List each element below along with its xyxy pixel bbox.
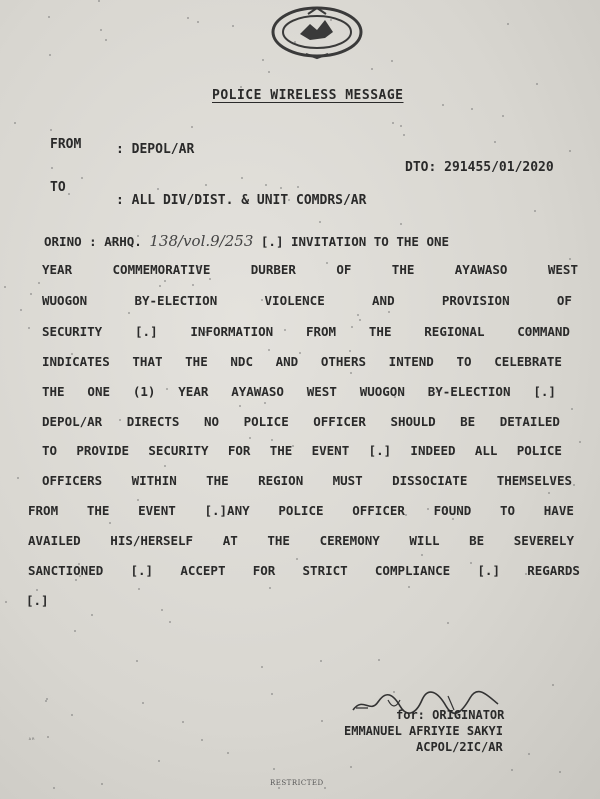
body-line	[42, 354, 562, 369]
signature-for-line: for: ORIGINATOR	[396, 708, 505, 722]
paper-speck	[511, 769, 513, 771]
paper-speck	[4, 286, 6, 288]
body-word: ONE	[87, 384, 110, 399]
paper-speck	[30, 293, 32, 295]
page-title: POLICE WIRELESS MESSAGE	[212, 88, 404, 103]
paper-speck	[502, 115, 504, 117]
paper-speck	[91, 614, 93, 616]
paper-speck	[205, 184, 207, 186]
body-word: WEST	[547, 262, 578, 277]
paper-speck	[403, 134, 405, 136]
to-value: : ALL DIV/DIST. & UNIT COMDRS/AR	[116, 193, 367, 208]
body-word: BY-ELECTION	[427, 384, 511, 399]
body-word: SECURITY	[148, 443, 209, 458]
body-word: BY-ELECTION	[134, 293, 218, 308]
body-word: [.]	[533, 384, 556, 399]
paper-speck	[388, 311, 390, 313]
body-word: CEREMONY	[319, 533, 380, 548]
body-line	[42, 384, 556, 399]
paper-speck	[28, 327, 30, 329]
body-word: (1)	[132, 384, 156, 399]
paper-speck	[378, 659, 380, 661]
paper-speck	[400, 125, 402, 127]
signatory-rank: ACPOL/2IC/AR	[416, 740, 503, 754]
body-word: DETAILED	[499, 414, 560, 429]
body-word: FOR	[227, 443, 251, 458]
body-word: ALL	[474, 443, 498, 458]
from-value: : DEPOL/AR	[116, 142, 195, 157]
body-word: EVENT	[138, 503, 176, 518]
paper-speck	[47, 736, 49, 738]
body-word: WILL	[409, 533, 440, 548]
paper-speck	[392, 122, 394, 124]
paper-speck	[359, 319, 361, 321]
body-word: THE	[86, 503, 110, 518]
paper-speck	[187, 17, 189, 19]
body-word: HAVE	[543, 503, 574, 518]
body-line	[26, 593, 66, 608]
body-word: HIS/HERSELF	[110, 533, 194, 548]
paper-speck	[142, 702, 144, 704]
body-word: EVENT	[311, 443, 350, 458]
body-word: OFFICER	[352, 503, 405, 518]
body-word: WITHIN	[131, 473, 177, 488]
paper-speck	[137, 499, 139, 501]
paper-speck	[51, 167, 53, 169]
paper-speck	[227, 752, 229, 754]
body-word: MUST	[332, 473, 363, 488]
body-word: THE	[42, 384, 65, 399]
paper-speck	[569, 150, 571, 152]
body-line	[28, 563, 580, 578]
paper-speck	[271, 693, 273, 695]
body-word: BE	[460, 414, 476, 429]
body-line	[28, 503, 574, 518]
body-word: THE	[206, 473, 229, 488]
paper-speck	[421, 554, 423, 556]
paper-speck	[201, 739, 203, 741]
body-word: INDICATES	[42, 354, 110, 369]
body-word: WEST	[306, 384, 337, 399]
orino-line	[44, 232, 449, 250]
body-word: FOR	[252, 563, 276, 578]
body-word: [.]ANY	[204, 503, 250, 518]
paper-speck	[49, 54, 51, 56]
orino-rest: [.] INVITATION TO THE ONE	[260, 234, 450, 249]
body-word: THE	[368, 324, 392, 339]
paper-speck	[297, 186, 299, 188]
paper-speck	[68, 193, 70, 195]
paper-speck	[169, 621, 171, 623]
body-word: REGION	[258, 473, 304, 488]
paper-speck	[261, 666, 263, 668]
body-word: VIOLENCE	[264, 293, 325, 308]
paper-speck	[158, 760, 160, 762]
paper-speck	[273, 768, 275, 770]
body-word: AND	[275, 354, 299, 369]
from-label: FROM	[50, 137, 82, 152]
paper-speck	[321, 720, 323, 722]
body-line	[28, 533, 574, 548]
body-word: REGIONAL	[424, 324, 485, 339]
body-word: DISSOCIATE	[392, 473, 468, 488]
paper-speck	[271, 439, 273, 441]
body-word: THE	[185, 354, 208, 369]
paper-speck	[571, 408, 573, 410]
body-word: [.]	[477, 563, 500, 578]
corner-mark: ᴬᴿ	[28, 737, 36, 744]
body-word: [.]	[368, 443, 392, 458]
body-word: AYAWASO	[454, 262, 508, 277]
paper-speck	[507, 23, 509, 25]
paper-speck	[350, 372, 352, 374]
paper-speck	[138, 588, 140, 590]
body-word: COMPLIANCE	[374, 563, 451, 578]
paper-speck	[14, 122, 16, 124]
paper-speck	[182, 721, 184, 723]
paper-speck	[48, 16, 50, 18]
paper-speck	[548, 492, 550, 494]
paper-speck	[192, 284, 194, 286]
paper-speck	[569, 258, 571, 260]
paper-speck	[136, 660, 138, 662]
body-word: THE	[391, 262, 415, 277]
body-word: DURBER	[250, 262, 296, 277]
paper-speck	[159, 285, 161, 287]
paper-speck	[452, 518, 454, 520]
dto-reference: DTO: 291455/01/2020	[405, 160, 554, 175]
orino-handwritten-number: 138/vol.9/253	[149, 232, 254, 250]
paper-speck	[268, 71, 270, 73]
paper-speck	[349, 350, 351, 352]
body-word: STRICT	[302, 563, 348, 578]
paper-speck	[371, 68, 373, 70]
body-word: OFFICERS	[42, 473, 103, 488]
paper-speck	[265, 184, 267, 186]
body-word: WUOGON	[42, 293, 88, 308]
paper-speck	[400, 223, 402, 225]
body-word: DIRECTS	[126, 414, 180, 429]
body-word: POLICE	[516, 443, 562, 458]
paper-speck	[38, 282, 40, 284]
body-line	[42, 473, 572, 488]
body-word: YEAR	[42, 262, 73, 277]
body-word: OF	[336, 262, 352, 277]
paper-speck	[494, 141, 496, 143]
paper-speck	[20, 309, 22, 311]
paper-speck	[157, 188, 159, 190]
body-word: OFFICER	[313, 414, 366, 429]
body-word: COMMAND	[517, 324, 570, 339]
paper-speck	[164, 465, 166, 467]
paper-speck	[128, 312, 130, 314]
paper-speck	[391, 60, 393, 62]
body-word: AND	[372, 293, 395, 308]
paper-speck	[239, 405, 241, 407]
paper-speck	[17, 477, 19, 479]
paper-speck	[269, 587, 271, 589]
paper-speck	[105, 39, 107, 41]
body-word: AYAWASO	[231, 384, 284, 399]
paper-speck	[164, 280, 166, 282]
paper-speck	[471, 108, 473, 110]
paper-speck	[278, 787, 280, 789]
body-word: TO	[42, 443, 58, 458]
paper-speck	[536, 83, 538, 85]
paper-speck	[53, 787, 55, 789]
orino-label: ORINO : ARHQ.	[44, 234, 142, 249]
paper-speck	[232, 25, 234, 27]
paper-speck	[447, 622, 449, 624]
paper-speck	[320, 660, 322, 662]
paper-speck	[75, 579, 77, 581]
body-word: [.]	[130, 563, 154, 578]
body-word: POLICE	[243, 414, 289, 429]
body-word: WUOGON	[359, 384, 405, 399]
paper-speck	[442, 104, 444, 106]
paper-speck	[264, 402, 266, 404]
to-label: TO	[50, 180, 66, 195]
body-word: FOUND	[433, 503, 472, 518]
body-word: AT	[222, 533, 238, 548]
body-word: THEMSELVES	[496, 473, 572, 488]
body-word: FROM	[28, 503, 59, 518]
paper-speck	[319, 221, 321, 223]
paper-speck	[191, 126, 193, 128]
body-word: CELEBRATE	[494, 354, 562, 369]
paper-speck	[45, 700, 47, 702]
paper-speck	[324, 787, 326, 789]
body-line	[42, 262, 578, 277]
body-word: AVAILED	[28, 533, 81, 548]
body-line	[42, 443, 562, 458]
paper-speck	[161, 609, 163, 611]
paper-speck	[357, 314, 359, 316]
body-word: POLICE	[278, 503, 324, 518]
body-word: REGARDS	[527, 563, 580, 578]
body-line	[42, 293, 572, 308]
paper-speck	[81, 177, 83, 179]
body-word: TO	[500, 503, 516, 518]
body-word: NO	[203, 414, 220, 429]
body-word: THE	[267, 533, 290, 548]
paper-speck	[559, 771, 561, 773]
paper-speck	[101, 783, 103, 785]
paper-speck	[36, 589, 38, 591]
paper-speck	[268, 349, 270, 351]
paper-speck	[71, 714, 73, 716]
paper-speck	[350, 766, 352, 768]
paper-speck	[109, 522, 111, 524]
paper-speck	[100, 29, 102, 31]
paper-speck	[98, 0, 100, 2]
paper-speck	[74, 630, 76, 632]
body-line	[42, 414, 560, 429]
body-word: SEVERELY	[513, 533, 574, 548]
paper-speck	[579, 441, 581, 443]
body-word: INDEED	[410, 443, 456, 458]
restricted-stamp: RESTRICTED	[270, 779, 324, 787]
paper-speck	[197, 21, 199, 23]
body-word: BE	[469, 533, 485, 548]
body-word: INFORMATION	[190, 324, 274, 339]
signatory-name: EMMANUEL AFRIYIE SAKYI	[344, 724, 503, 738]
body-line	[42, 324, 570, 339]
body-word: NDC	[230, 354, 253, 369]
paper-speck	[296, 558, 298, 560]
body-word: SANCTIONED	[28, 563, 104, 578]
body-word: INTEND	[388, 354, 434, 369]
paper-speck	[408, 586, 410, 588]
body-word: [.]	[135, 324, 158, 339]
paper-speck	[209, 278, 211, 280]
body-word: OF	[556, 293, 572, 308]
paper-speck	[50, 129, 52, 131]
paper-speck	[573, 484, 575, 486]
body-word: PROVIDE	[76, 443, 130, 458]
body-word: THAT	[132, 354, 163, 369]
body-word: DEPOL/AR	[42, 414, 103, 429]
paper-speck	[534, 210, 536, 212]
body-word: ACCEPT	[180, 563, 226, 578]
paper-speck	[262, 59, 264, 61]
paper-speck	[552, 684, 554, 686]
body-word: COMMEMORATIVE	[112, 262, 211, 277]
body-word: TO	[456, 354, 472, 369]
body-word: THE	[269, 443, 293, 458]
paper-speck	[528, 753, 530, 755]
paper-speck	[249, 437, 251, 439]
paper-speck	[5, 601, 7, 603]
body-word: YEAR	[178, 384, 209, 399]
body-word: SHOULD	[390, 414, 436, 429]
paper-speck	[241, 177, 243, 179]
paper-speck	[280, 187, 282, 189]
body-word: OTHERS	[320, 354, 367, 369]
body-word: PROVISION	[441, 293, 510, 308]
ghana-police-crest-icon	[270, 4, 364, 60]
body-word: FROM	[305, 324, 337, 339]
body-word: SECURITY	[42, 324, 103, 339]
body-word: [.]	[26, 593, 49, 608]
